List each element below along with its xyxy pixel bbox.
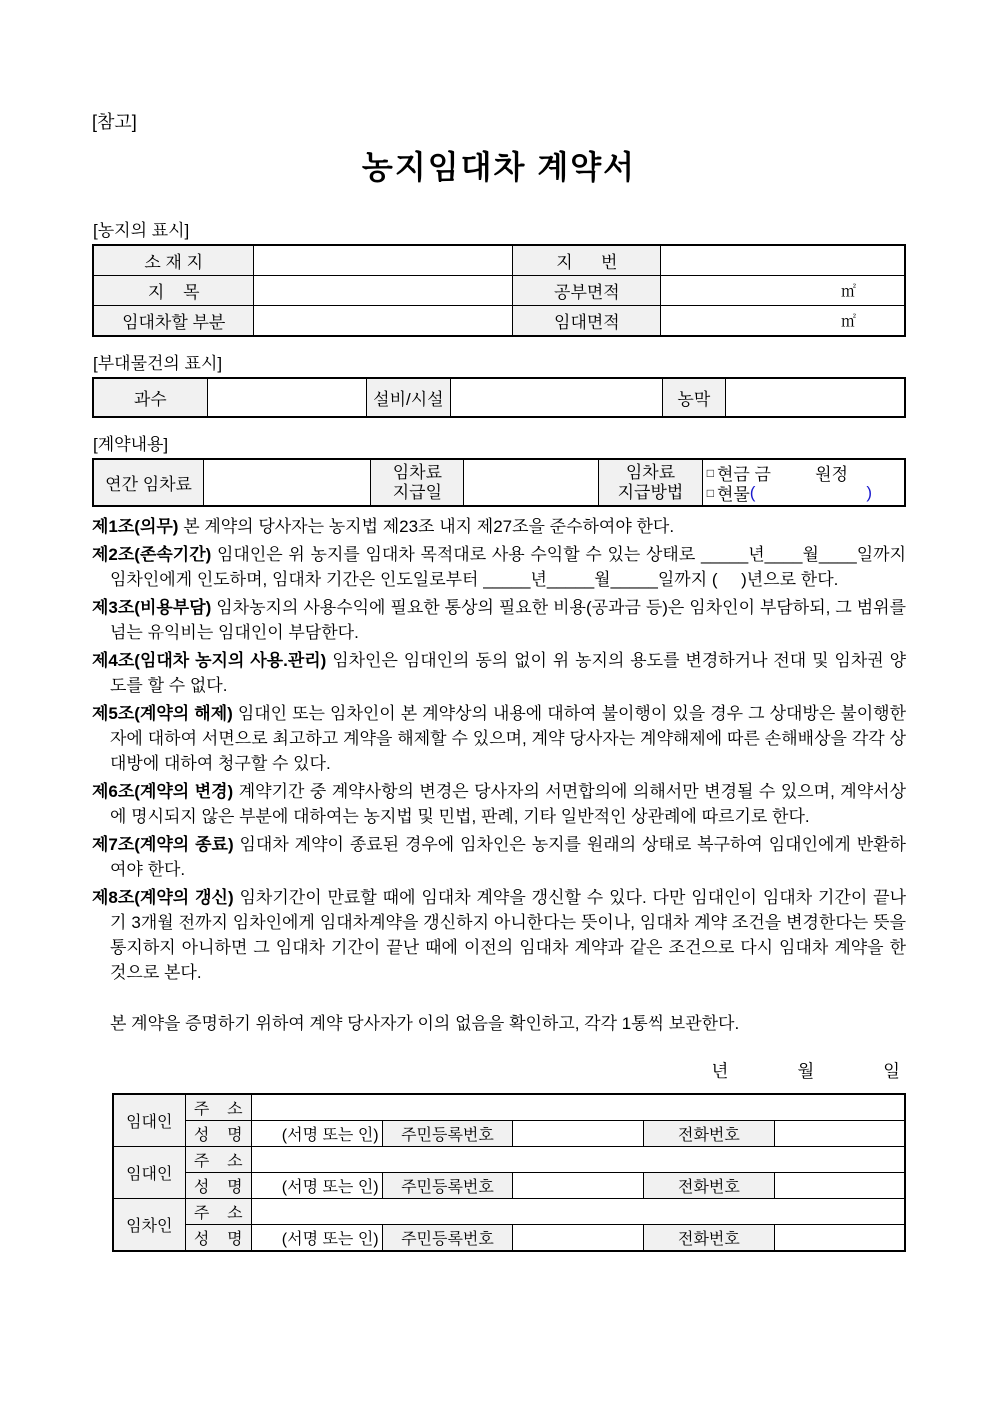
table-row [93, 245, 905, 276]
lessor1-rrn-label: 주민등록번호 [382, 1121, 513, 1147]
lessor2-phone-label: 전화번호 [644, 1173, 775, 1199]
farmland-lot-number-value[interactable] [661, 245, 905, 276]
closing-statement: 본 계약을 증명하기 위하여 계약 당사자가 이의 없음을 확인하고, 각각 1통씩 보관한다. [110, 1014, 740, 1033]
lessor2-rrn-label: 주민등록번호 [382, 1173, 513, 1199]
inkind-paren-close: ) [866, 482, 872, 502]
annual-rent-value[interactable] [204, 459, 371, 506]
lessee-party-label: 임차인 [113, 1199, 185, 1252]
lessee-phone-label: 전화번호 [644, 1225, 775, 1252]
rent-pay-date-value[interactable] [464, 459, 599, 506]
rent-pay-method-label [599, 459, 702, 506]
article-1-head: 제1조(의무) [92, 517, 179, 536]
article-8-head: 제8조(계약의 갱신) [92, 888, 234, 907]
table-row [113, 1199, 905, 1225]
cash-unit-label: 원정 [815, 465, 848, 484]
annual-rent-label: 연간 임차료 [93, 459, 204, 506]
farmland-lease-part-value[interactable] [254, 306, 513, 337]
table-row [93, 276, 905, 306]
farmland-table [92, 244, 906, 337]
lessor1-signature-area[interactable]: (서명 또는 인) [251, 1121, 382, 1147]
lessor1-phone-label: 전화번호 [644, 1121, 775, 1147]
farmland-location-value[interactable] [254, 245, 513, 276]
table-row [93, 306, 905, 337]
lessor2-address-label: 주 소 [185, 1147, 251, 1173]
inkind-paren-open: ( [749, 482, 756, 502]
terms-section-label: [계약내용] [93, 435, 169, 454]
article-4 [92, 648, 906, 698]
farmland-lease-area-value[interactable]: ㎡ [661, 306, 905, 337]
lessor1-party-label: 임대인 [113, 1094, 185, 1147]
article-7-body: 임대차 계약이 종료된 경우에 임차인은 농지를 원래의 상태로 복구하여 임대인에게 반환하여야 한다. [110, 835, 906, 879]
cash-checkbox[interactable]: □ [706, 465, 714, 480]
lessee-address-value[interactable] [251, 1199, 905, 1225]
farmland-lease-area-label: 임대면적 [513, 306, 661, 337]
accessories-table [92, 377, 906, 418]
articles-section [92, 514, 906, 985]
lessor2-signature-area[interactable]: (서명 또는 인) [251, 1173, 382, 1199]
rent-pay-date-label [371, 459, 464, 506]
date-line [92, 1058, 900, 1083]
table-row [113, 1121, 905, 1147]
lessee-rrn-label: 주민등록번호 [382, 1225, 513, 1252]
lessor2-party-label: 임대인 [113, 1147, 185, 1199]
article-2-head: 제2조(존속기간) [92, 545, 212, 564]
article-3-head: 제3조(비용부담) [92, 598, 212, 617]
inkind-option-label: 현물 [716, 485, 750, 504]
article-6 [92, 779, 906, 829]
lessee-name-label: 성 명 [185, 1225, 251, 1252]
inkind-option-row [707, 483, 900, 503]
article-7 [92, 832, 906, 882]
rent-pay-date-label-line2: 지급일 [392, 482, 443, 502]
rent-pay-date-label-line1: 임차료 [392, 462, 443, 482]
document-title: 농지임대차 계약서 [361, 149, 637, 185]
table-row [113, 1094, 905, 1121]
table-row [113, 1225, 905, 1252]
farm-hut-value[interactable] [726, 378, 905, 417]
signature-table [112, 1093, 906, 1252]
farmland-section-label: [농지의 표시] [93, 221, 190, 240]
table-row [93, 378, 905, 417]
lessor2-phone-value[interactable] [774, 1173, 905, 1199]
rent-pay-method-label-line2: 지급방법 [617, 482, 684, 502]
lessor2-address-value[interactable] [251, 1147, 905, 1173]
facilities-value[interactable] [450, 378, 662, 417]
facilities-label: 설비/시설 [367, 378, 451, 417]
farm-hut-label: 농막 [662, 378, 725, 417]
fruit-trees-label: 과수 [93, 378, 207, 417]
farmland-lease-part-label: 임대차할 부분 [93, 306, 254, 337]
farmland-category-label: 지 목 [93, 276, 254, 306]
lessor1-rrn-value[interactable] [513, 1121, 644, 1147]
article-3 [92, 595, 906, 645]
rent-pay-method-options [702, 459, 905, 506]
lessor1-address-label: 주 소 [185, 1094, 251, 1121]
article-6-body: 계약기간 중 계약사항의 변경은 당사자의 서면합의에 의해서만 변경될 수 있으며, 계약서상에 명시되지 않은 부분에 대하여는 농지법 및 민법, 판례, 기타 일반적인 상관례에 따르기로 한다. [110, 782, 906, 826]
lessee-signature-area[interactable]: (서명 또는 인) [251, 1225, 382, 1252]
article-2-body: 임대인은 위 농지를 임대차 목적대로 사용 수익할 수 있는 상태로 _____년____월____일까지 임차인에게 인도하며, 임대차 기간은 인도일로부터 _____년_____월_____일까지 ( )년으로 한다. [110, 545, 906, 589]
lessee-phone-value[interactable] [774, 1225, 905, 1252]
date-month-label: 월 [797, 1061, 815, 1081]
lessor2-name-label: 성 명 [185, 1173, 251, 1199]
article-5 [92, 701, 906, 776]
reference-note: [참고] [92, 112, 137, 132]
lessor1-name-label: 성 명 [185, 1121, 251, 1147]
article-6-head: 제6조(계약의 변경) [92, 782, 234, 801]
article-8 [92, 885, 906, 985]
lessee-rrn-value[interactable] [513, 1225, 644, 1252]
table-row [93, 459, 905, 506]
article-1 [92, 514, 906, 539]
lessor1-address-value[interactable] [251, 1094, 905, 1121]
accessories-section-label: [부대물건의 표시] [93, 354, 223, 373]
lessee-address-label: 주 소 [185, 1199, 251, 1225]
date-day-label: 일 [883, 1061, 900, 1081]
article-7-head: 제7조(계약의 종료) [92, 835, 234, 854]
article-3-body: 임차농지의 사용수익에 필요한 통상의 필요한 비용(공과금 등)은 임차인이 부담하되, 그 범위를 넘는 유익비는 임대인이 부담한다. [110, 598, 906, 642]
fruit-trees-value[interactable] [207, 378, 366, 417]
article-2 [92, 542, 906, 592]
rent-pay-method-label-line1: 임차료 [625, 462, 676, 482]
farmland-lot-number-label: 지 번 [513, 245, 661, 276]
lessor2-rrn-value[interactable] [513, 1173, 644, 1199]
article-5-body: 임대인 또는 임차인이 본 계약상의 내용에 대하여 불이행이 있을 경우 그 상대방은 불이행한 자에 대하여 서면으로 최고하고 계약을 해제할 수 있으며, 계약 당사자는 계약해제에 따른 손해배상을 각각 상대방에 대하여 청구할 수 있다. [110, 704, 906, 773]
lessor1-phone-value[interactable] [774, 1121, 905, 1147]
article-4-head: 제4조(임대차 농지의 사용.관리) [92, 651, 327, 670]
table-row [113, 1147, 905, 1173]
cash-option-label: 현금 금 [716, 465, 771, 484]
farmland-location-label: 소 재 지 [93, 245, 254, 276]
farmland-registered-area-label: 공부면적 [513, 276, 661, 306]
article-8-body: 임차기간이 만료할 때에 임대차 계약을 갱신할 수 있다. 다만 임대인이 임대차 기간이 끝나기 3개월 전까지 임차인에게 임대차계약을 갱신하지 아니한다는 뜻이나, 임대차 계약 조건을 변경한다는 뜻을 통지하지 아니하면 그 임대차 기간이 끝난 때에 이전의 임대차 계약과 같은 조건으로 다시 임대차 계약을 한 것으로 본다. [110, 888, 906, 982]
article-1-body: 본 계약의 당사자는 농지법 제23조 내지 제27조을 준수하여야 한다. [178, 517, 675, 536]
terms-table [92, 458, 906, 507]
farmland-category-value[interactable] [254, 276, 513, 306]
inkind-checkbox[interactable]: □ [706, 485, 714, 500]
table-row [113, 1173, 905, 1199]
article-4-body: 임차인은 임대인의 동의 없이 위 농지의 용도를 변경하거나 전대 및 임차권 양도를 할 수 없다. [110, 651, 906, 695]
date-year-label: 년 [711, 1061, 729, 1081]
article-5-head: 제5조(계약의 해제) [92, 704, 233, 723]
farmland-registered-area-value[interactable]: ㎡ [661, 276, 905, 306]
